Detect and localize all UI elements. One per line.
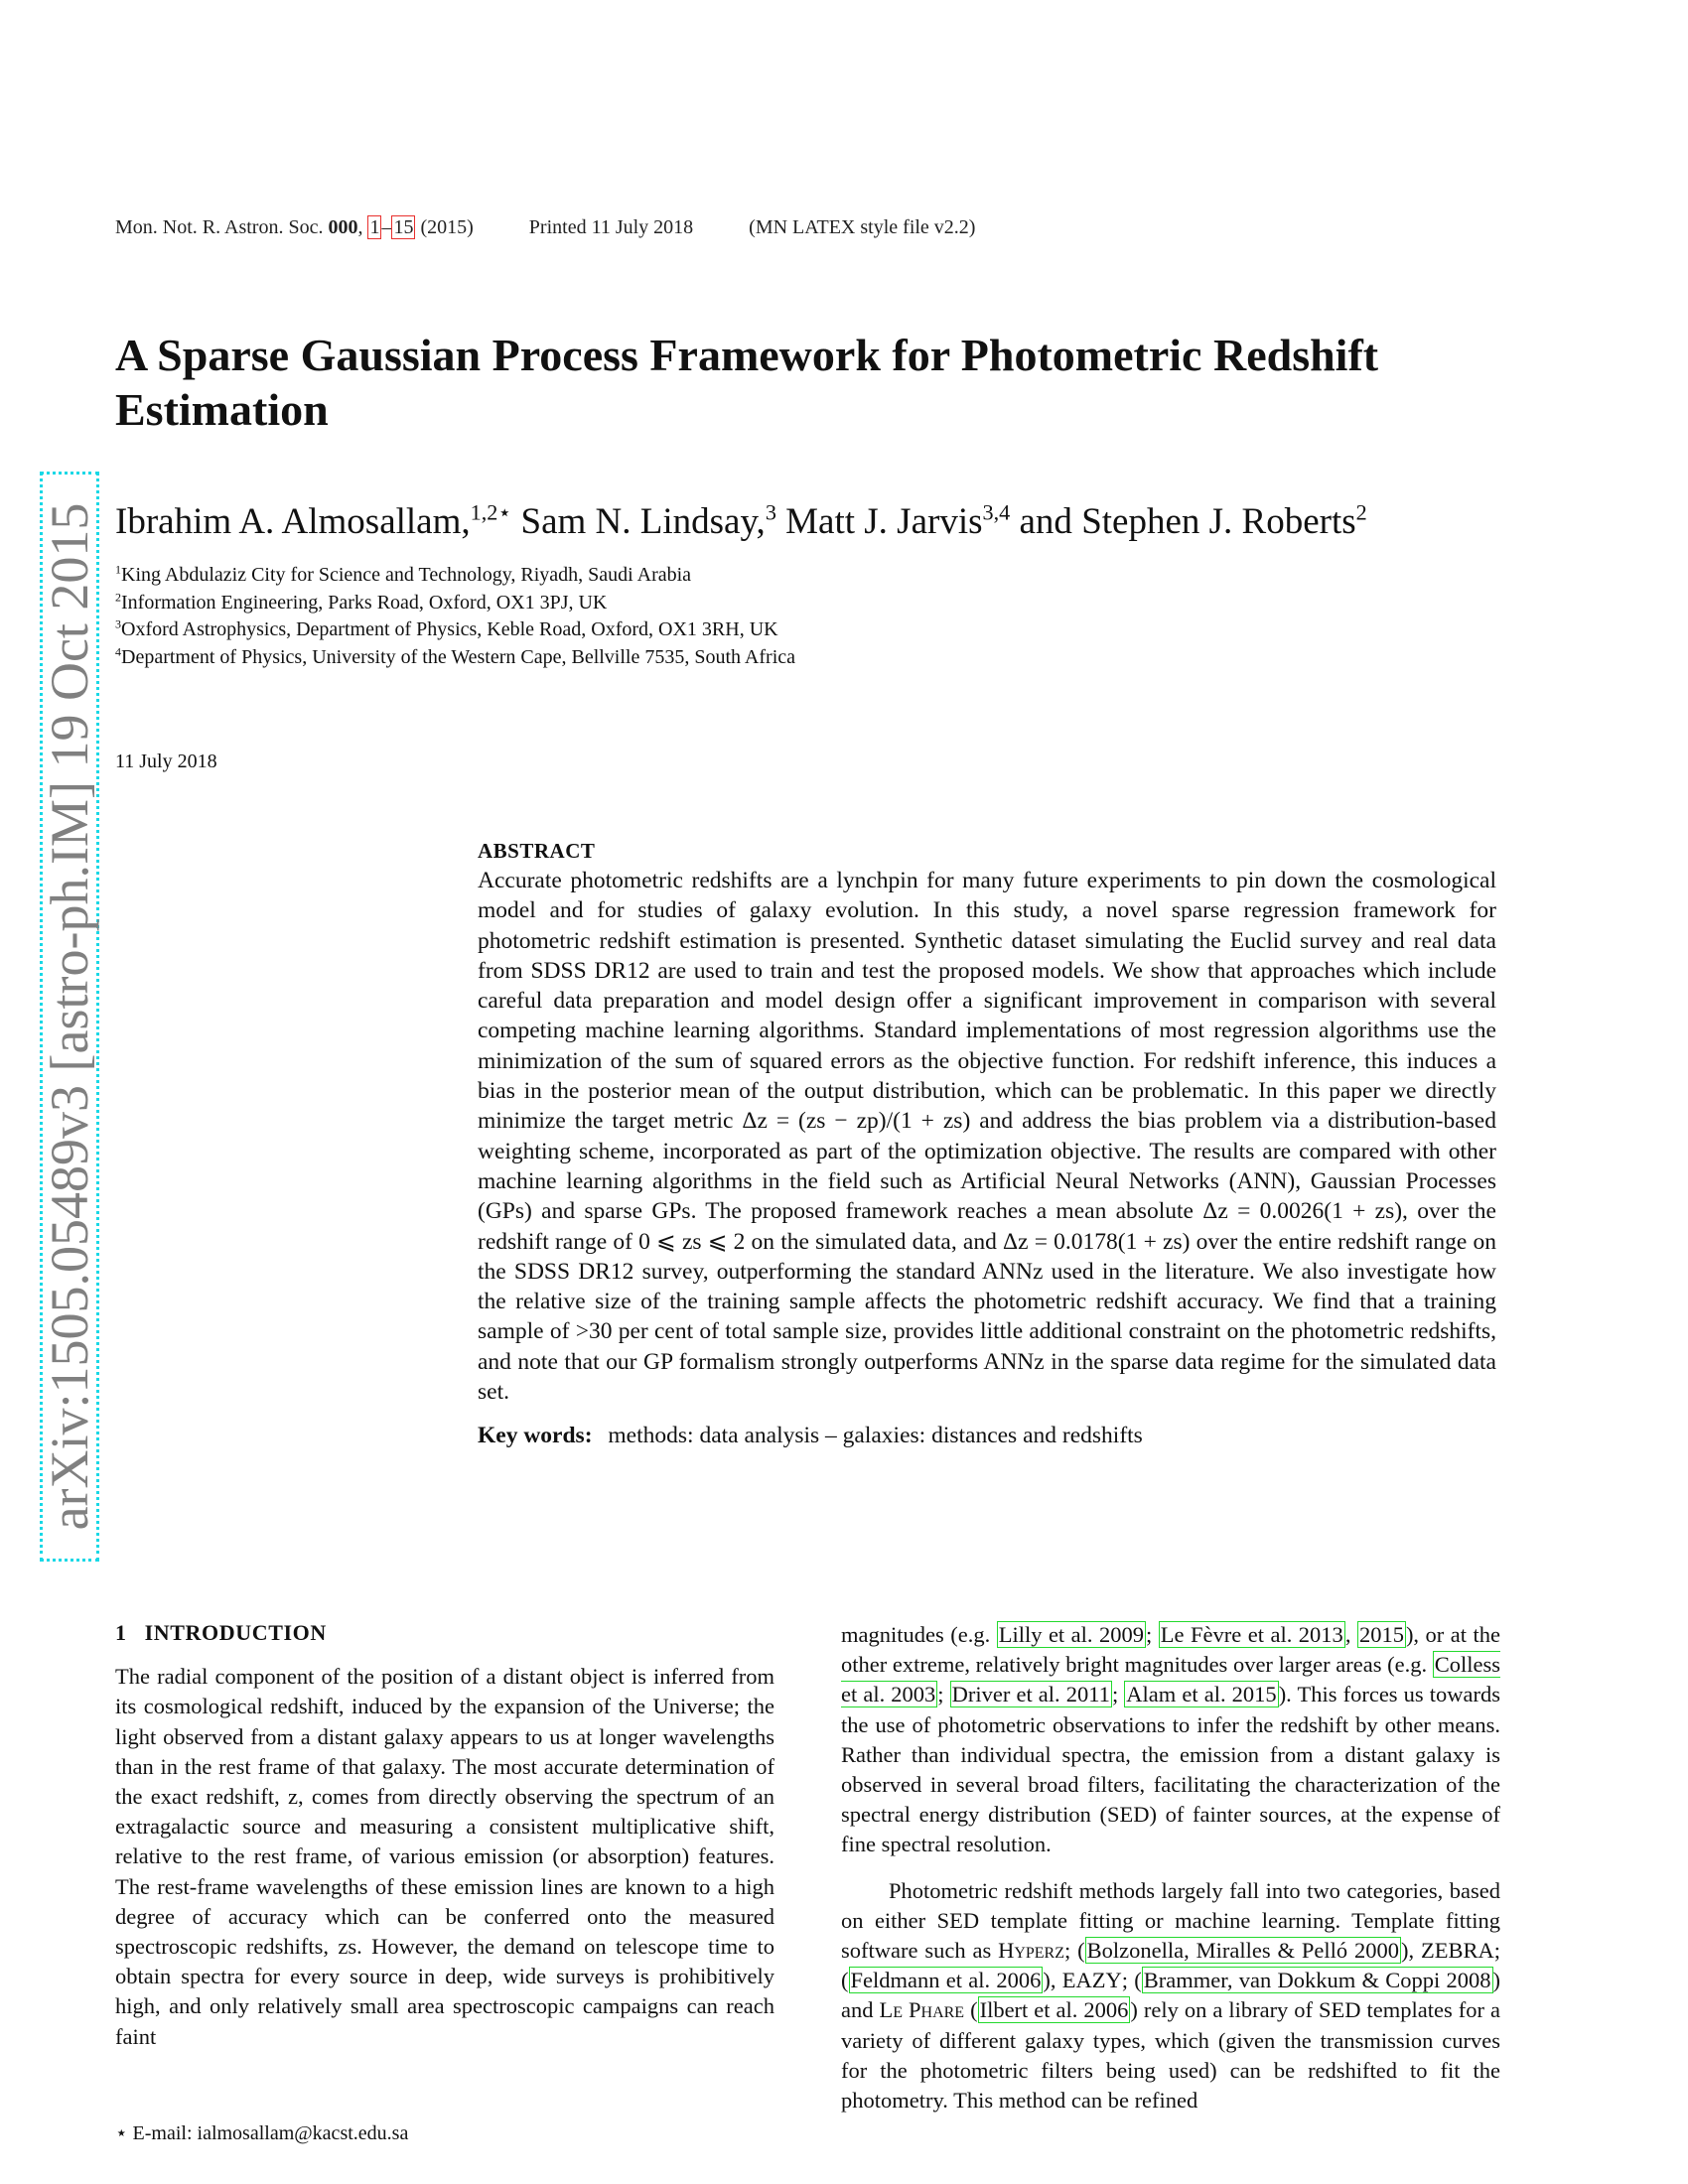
journal-name: Mon. Not. R. Astron. Soc. [115,216,324,238]
journal-year: (2015) [420,216,474,238]
author-name: Sam N. Lindsay, [520,501,766,542]
text-run: ), or at the other extreme, relatively bright magnitudes over larger areas (e.g. [841,1622,1500,1678]
software-name: EAZY [1061,1968,1122,1993]
citation-link[interactable]: Colless et al. 2003 [841,1652,1500,1707]
affiliation-item [115,644,795,672]
footnote-mark: ⋆ [115,2122,128,2144]
affiliation-text: King Abdulaziz City for Science and Technology, Riyadh, Saudi Arabia [121,564,692,586]
affiliation-item [115,616,795,644]
citation-link[interactable]: Driver et al. 2011 [951,1682,1110,1707]
text-run: magnitudes (e.g. [841,1622,997,1647]
citation-link[interactable]: Lilly et al. 2009 [998,1622,1145,1647]
software-name: ZEBRA [1420,1938,1494,1964]
text-run: ; [937,1682,950,1707]
text-run: ) rely on a library of SED templates for a variety of different galaxy types, which (given the transmission curves for the photometric filters being used) can be redshifted to fit the photometry. This method can be refined [841,1997,1500,2114]
text-run: ; ( [841,1938,1500,1993]
citation-link[interactable]: Brammer, van Dokkum & Coppi 2008 [1143,1968,1491,1993]
citation-link[interactable]: Le Fèvre et al. 2013 [1160,1622,1343,1647]
affiliation-item [115,590,795,617]
software-name: Le Phare [879,1997,965,2023]
affiliation-item [115,562,795,590]
text-run: , [1344,1622,1357,1647]
text-run: ). This forces us towards the use of photometric observations to infer the redshift by other means. Rather than individual spectra, the emission from a distant galaxy is observed in several broad filters, facilitating the characterization of the spectral energy distribution (SED) of fainter sources, at the expense of fine spectral resolution. [841,1682,1500,1857]
intro-paragraph: The radial component of the position of a distant object is inferred from its cosmological redshift, induced by the expansion of the Universe; the light observed from a distant galaxy appears to us at longer wavelengths than in the rest frame of that galaxy. The most accurate determination of the exact redshift, z, comes from directly observing the spectrum of an extragalactic source and measuring a consistent multiplicative shift, relative to the rest frame, of various emission (or absorption) features. The rest-frame wavelengths of these emission lines are known to a high degree of accuracy which can be conferred onto the measured spectroscopic redshifts, zs. However, the demand on telescope time to obtain spectra for every source in deep, wide surveys is prohibitively high, and only relatively small area spectroscopic campaigns can reach faint [115,1664,774,2049]
citation-link[interactable]: 2015 [1358,1622,1404,1647]
affiliation-text: Department of Physics, University of the Western Cape, Bellville 7535, South Africa [121,645,796,668]
paper-date: 11 July 2018 [115,751,217,772]
running-header: Mon. Not. R. Astron. Soc. 000, 1 – 15 (2015) Printed 11 July 2018 (MN LATEX style file v2.2) [115,216,976,238]
citation-link[interactable]: Alam et al. 2015 [1126,1682,1277,1707]
affiliation-sup: 1 [115,562,121,577]
footnote [115,2120,408,2145]
intro-paragraph [841,1620,1500,1860]
citation-link[interactable]: Feldmann et al. 2006 [850,1968,1042,1993]
text-run: Photometric redshift methods largely fall into two categories, based on either SED template fitting or machine learning. Template fitting software such as [841,1877,1500,1964]
software-name: Hyperz [998,1938,1064,1964]
keywords-label: Key words: [478,1423,593,1449]
affiliation-text: Oxford Astrophysics, Department of Physics, Keble Road, Oxford, OX1 3RH, UK [121,618,778,640]
paper-title: A Sparse Gaussian Process Framework for Photometric Redshift Estimation [115,330,1379,435]
text-run: ; [1111,1682,1125,1707]
text-run: ; ( [1121,1968,1142,1993]
intro-right-column [841,1620,1500,2116]
style-file: (MN LATEX style file v2.2) [749,216,976,238]
abstract-body: Accurate photometric redshifts are a lynchpin for many future experiments to pin down the cosmological model and for studies of galaxy evolution. In this study, a novel sparse regression framework for photometric redshift estimation is presented. Synthetic dataset simulating the Euclid survey and real data from SDSS DR12 are used to train and test the proposed models. We show that approaches which include careful data preparation and model design offer a significant improvement in comparison with several competing machine learning algorithms. Standard implementations of most regression algorithms use the minimization of the sum of squared errors as the objective function. For redshift inference, this induces a bias in the posterior mean of the output distribution, which can be problematic. In this paper we directly minimize the target metric Δz = (zs − zp)/(1 + zs) and address the bias problem via a distribution-based weighting scheme, incorporated as part of the optimization objective. The results are compared with other machine learning algorithms in the field such as Artificial Neural Networks (ANN), Gaussian Processes (GPs) and sparse GPs. The proposed framework reaches a mean absolute Δz = 0.0026(1 + zs), over the redshift range of 0 ⩽ zs ⩽ 2 on the simulated data, and Δz = 0.0178(1 + zs) over the entire redshift range on the SDSS DR12 survey, outperforming the standard ANNz used in the literature. We also investigate how the relative size of the training sample affects the photometric redshift accuracy. We find that a training sample of >30 per cent of total sample size, provides little additional constraint on the photometric redshifts, and note that our GP formalism strongly outperforms ANNz in the sparse data regime for the simulated data set. [478,868,1496,1406]
section-title: INTRODUCTION [144,1620,327,1645]
affiliation-text: Information Engineering, Parks Road, Oxford, OX1 3PJ, UK [121,591,608,614]
affiliation-sup: 3 [115,616,121,631]
citation-link[interactable]: Ilbert et al. 2006 [979,1997,1129,2023]
abstract-heading: ABSTRACT [478,839,596,863]
page-start-link[interactable]: 1 [369,216,380,238]
page-end-link[interactable]: 15 [393,216,414,238]
footnote-text: E-mail: ialmosallam@kacst.edu.sa [132,2122,409,2144]
author-and: and [1019,501,1072,542]
text-run: ; ( [1064,1938,1085,1964]
arxiv-stamp-link[interactable] [40,472,99,1562]
printed-date: Printed 11 July 2018 [528,216,694,238]
author-affil-sup: 2 [1355,499,1367,525]
text-run: ), [1043,1968,1062,1993]
intro-left-column [115,1618,774,2052]
text-run: ), [1400,1938,1421,1964]
citation-link[interactable]: Bolzonella, Miralles & Pelló 2000 [1086,1938,1399,1964]
text-run: ; [1146,1622,1159,1647]
text-run: ) and [841,1968,1501,2023]
author-affil-sup: 1,2⋆ [470,499,512,525]
affiliation-sup: 4 [115,643,121,658]
affiliation-list [115,562,795,671]
text-run: ( [964,1997,978,2023]
journal-volume: 000 [328,216,358,238]
author-name: Stephen J. Roberts [1081,501,1356,542]
author-affil-sup: 3 [765,499,776,525]
keywords-text: methods: data analysis – galaxies: distances and redshifts [608,1423,1143,1449]
abstract-section [478,839,1496,1449]
author-name: Ibrahim A. Almosallam, [115,501,471,542]
keywords-line [478,1423,1496,1449]
affiliation-sup: 2 [115,589,121,604]
author-affil-sup: 3,4 [982,499,1011,525]
section-heading [115,1618,774,1648]
intro-paragraph [841,1876,1500,2116]
author-list [115,500,1367,543]
arxiv-stamp-text: arXiv:1505.05489v3 [astro-ph.IM] 19 Oct 2015 [40,502,99,1531]
author-name: Matt J. Jarvis [785,501,983,542]
section-number: 1 [115,1620,127,1645]
